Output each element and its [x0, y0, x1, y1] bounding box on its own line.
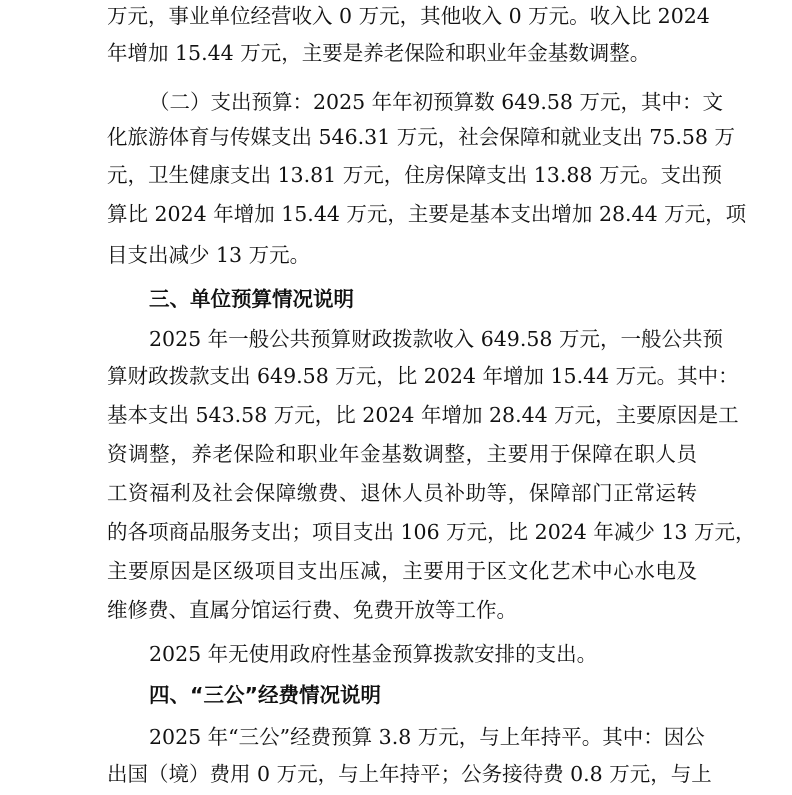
paragraph-line: 目支出减少 13 万元。 [107, 243, 311, 267]
paragraph-line: 工资福利及社会保障缴费、退休人员补助等，保障部门正常运转 [107, 481, 697, 505]
paragraph-line: 算财政拨款支出 649.58 万元，比 2024 年增加 15.44 万元。其中： [107, 364, 739, 388]
paragraph-line: 2025 年无使用政府性基金预算拨款安排的支出。 [149, 642, 598, 666]
paragraph-line: 维修费、直属分馆运行费、免费开放等工作。 [107, 598, 517, 622]
section-heading-unit-budget: 三、单位预算情况说明 [149, 287, 354, 311]
paragraph-line: 元，卫生健康支出 13.81 万元，住房保障支出 13.88 万元。支出预 [107, 163, 722, 187]
paragraph-line: 年增加 15.44 万元，主要是养老保险和职业年金基数调整。 [107, 41, 651, 65]
paragraph-line: 的各项商品服务支出；项目支出 106 万元，比 2024 年减少 13 万元， [107, 520, 756, 544]
paragraph-line: 2025 年“三公”经费预算 3.8 万元，与上年持平。其中：因公 [149, 725, 705, 749]
paragraph-line: 万元，事业单位经营收入 0 万元，其他收入 0 万元。收入比 2024 [107, 4, 710, 28]
paragraph-line: 化旅游体育与传媒支出 546.31 万元，社会保障和就业支出 75.58 万 [107, 125, 735, 149]
paragraph-line: 2025 年一般公共预算财政拨款收入 649.58 万元，一般公共预 [149, 327, 723, 351]
paragraph-line: 主要原因是区级项目支出压减，主要用于区文化艺术中心水电及 [107, 559, 697, 583]
paragraph-line: 算比 2024 年增加 15.44 万元，主要是基本支出增加 28.44 万元，项 [107, 202, 747, 226]
section-heading-three-public: 四、“三公”经费情况说明 [149, 683, 381, 707]
paragraph-line: 基本支出 543.58 万元，比 2024 年增加 28.44 万元，主要原因是工 [107, 403, 739, 427]
subsection-expenditure-first-line: （二）支出预算：2025 年年初预算数 649.58 万元，其中：文 [149, 90, 723, 114]
paragraph-line: 资调整，养老保险和职业年金基数调整，主要用于保障在职人员 [107, 442, 697, 466]
paragraph-line: 出国（境）费用 0 万元，与上年持平；公务接待费 0.8 万元，与上 [107, 762, 712, 786]
